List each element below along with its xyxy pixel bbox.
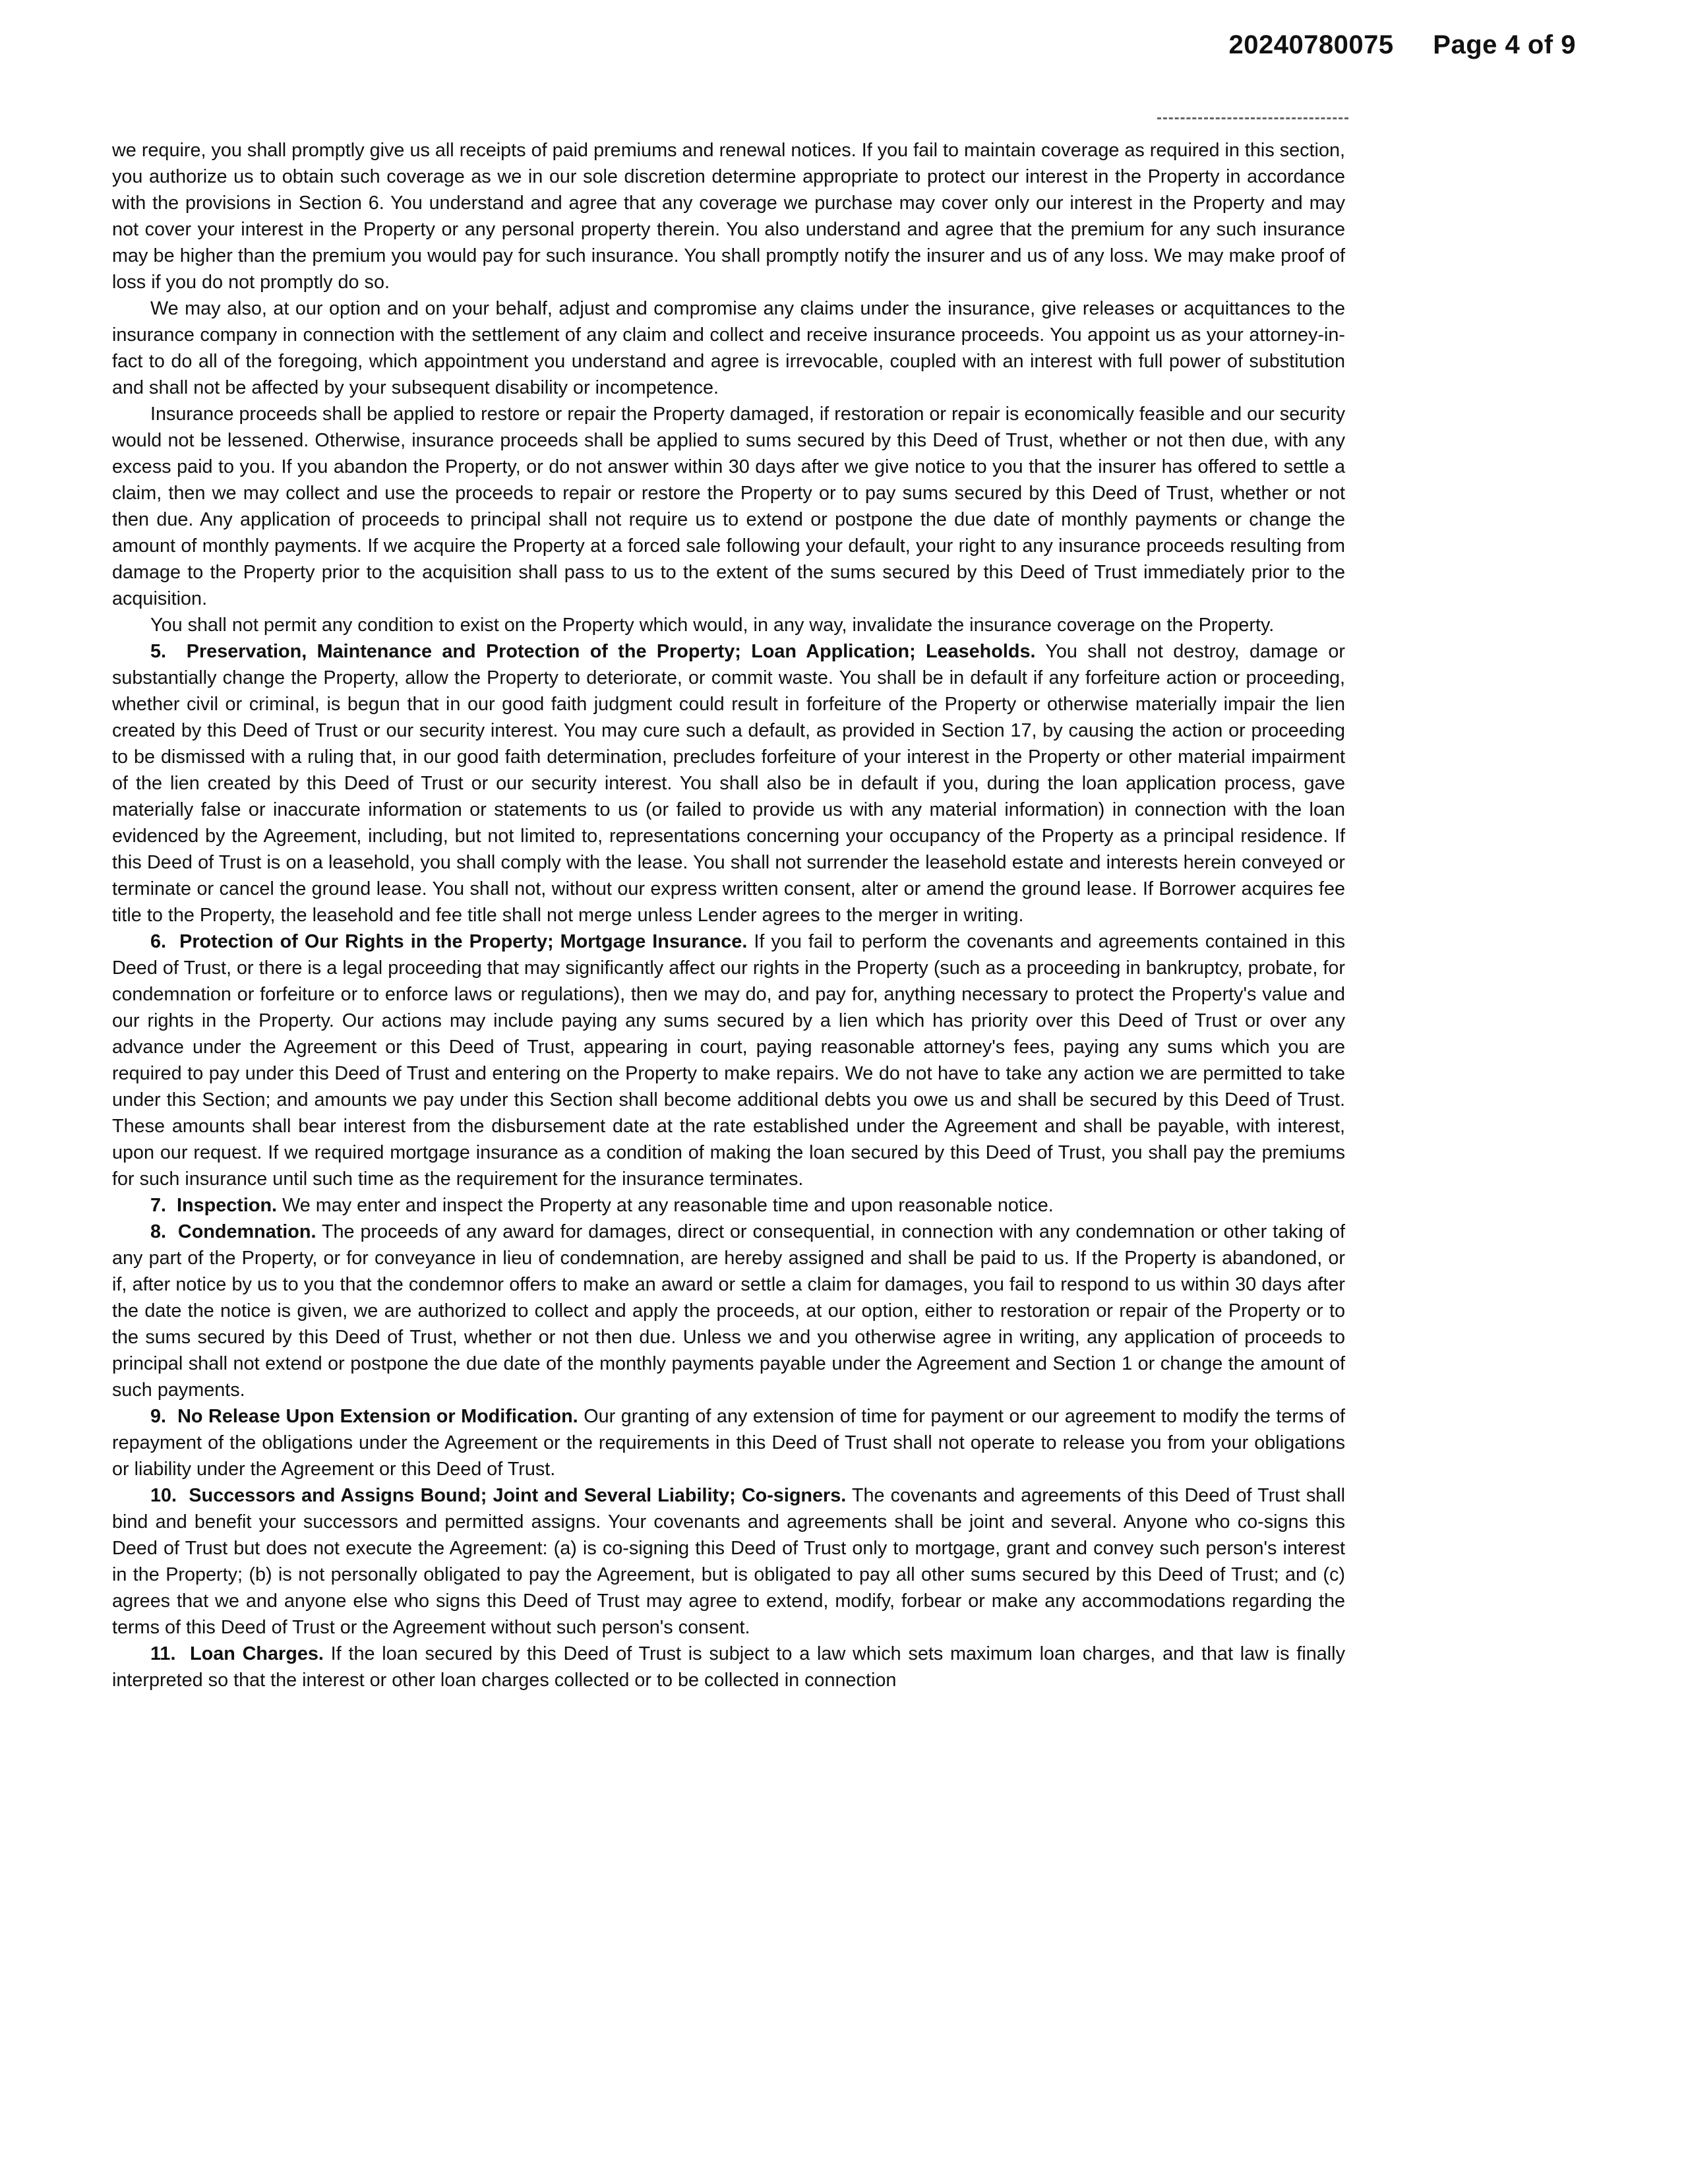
- section-title: Successors and Assigns Bound; Joint and Several Liability; Co-signers.: [189, 1485, 847, 1506]
- paragraph-insurance-proceeds: Insurance proceeds shall be applied to restore or repair the Property damaged, if restoration or repair is economically feasible and our security would not be lessened. Otherwise, insurance proceeds shall be applied to sums secured by this Deed of Trust, whether or not then due, with any excess paid to you. If you abandon the Property, or do not answer within 30 days after we give notice to you that the insurer has offered to settle a claim, then we may collect and use the proceeds to repair or restore the Property or to pay sums secured by this Deed of Trust, whether or not then due. Any application of proceeds to principal shall not require us to extend or postpone the due date of monthly payments or change the amount of monthly payments. If we acquire the Property at a forced sale following your default, your right to any insurance proceeds resulting from damage to the Property prior to the acquisition shall pass to us to the extent of the sums secured by this Deed of Trust immediately prior to the acquisition.: [112, 404, 1345, 609]
- section-number: 6.: [150, 931, 167, 952]
- scan-artifact-divider: [1157, 117, 1348, 119]
- document-body: [112, 137, 1345, 1693]
- section-number: 11.: [150, 1643, 176, 1664]
- section-title: Inspection.: [177, 1195, 278, 1216]
- section-text: If the loan secured by this Deed of Trust is subject to a law which sets maximum loan charges, and that law is finally interpreted so that the interest or other loan charges collected or to be collected in connection: [112, 1643, 1345, 1691]
- section-number: 10.: [150, 1485, 177, 1506]
- section-text: If you fail to perform the covenants and agreements contained in this Deed of Trust, or there is a legal proceeding that may significantly affect our rights in the Property (such as a proceeding in bankruptcy, probate, for condemnation or forfeiture or to enforce laws or regulations), then we may do, and pay for, anything necessary to protect the Property's value and our rights in the Property. Our actions may include paying any sums secured by a lien which has priority over this Deed of Trust or over any advance under the Agreement or this Deed of Trust, appearing in court, paying reasonable attorney's fees, paying any sums which you are required to pay under this Deed of Trust and entering on the Property to make repairs. We do not have to take any action we are permitted to take under this Section; and amounts we pay under this Section shall become additional debts you owe us and shall be secured by this Deed of Trust. These amounts shall bear interest from the disbursement date at the rate established under the Agreement and shall be payable, with interest, upon our request. If we required mortgage insurance as a condition of making the loan secured by this Deed of Trust, you shall pay the premiums for such insurance until such time as the requirement for the insurance terminates.: [112, 931, 1345, 1190]
- section-6: [112, 928, 1345, 1192]
- section-text: The covenants and agreements of this Deed of Trust shall bind and benefit your successors and permitted assigns. Your covenants and agreements shall be joint and several. Anyone who co-signs this Deed of Trust but does not execute the Agreement: (a) is co-signing this Deed of Trust only to mortgage, grant and convey such person's interest in the Property; (b) is not personally obligated to pay the Agreement, but is obligated to pay all other sums secured by this Deed of Trust; and (c) agrees that we and anyone else who signs this Deed of Trust may agree to extend, modify, forbear or make any accommodations regarding the terms of this Deed of Trust or the Agreement without such person's consent.: [112, 1485, 1346, 1638]
- section-9: [112, 1403, 1345, 1482]
- section-text: Our granting of any extension of time for payment or our agreement to modify the terms of repayment of the obligations under the Agreement or the requirements in this Deed of Trust shall not operate to release you from your obligations or liability under the Agreement or this Deed of Trust.: [112, 1406, 1345, 1480]
- paragraph-insurance-continued: we require, you shall promptly give us all receipts of paid premiums and renewal notices. If you fail to maintain coverage as required in this section, you authorize us to obtain such coverage as we in our sole discretion determine appropriate to protect our interest in the Property in accordance with the provisions in Section 6. You understand and agree that any coverage we purchase may cover only our interest in the Property and may not cover your interest in the Property or any personal property therein. You also understand and agree that the premium for any such insurance may be higher than the premium you would pay for such insurance. You shall promptly notify the insurer and us of any loss. We may make proof of loss if you do not promptly do so.: [112, 140, 1345, 293]
- document-number: 20240780075: [1228, 30, 1394, 59]
- section-10: [112, 1482, 1345, 1641]
- section-number: 7.: [150, 1195, 167, 1216]
- page-header: [1228, 30, 1576, 60]
- paragraph-insurance-validity: You shall not permit any condition to exist on the Property which would, in any way, invalidate the insurance coverage on the Property.: [150, 615, 1275, 636]
- section-text: We may enter and inspect the Property at any reasonable time and upon reasonable notice.: [282, 1195, 1054, 1216]
- section-7: [112, 1192, 1345, 1219]
- paragraph-claims-adjustment: We may also, at our option and on your behalf, adjust and compromise any claims under the insurance, give releases or acquittances to the insurance company in connection with the settlement of any claim and collect and receive insurance proceeds. You appoint us as your attorney-in-fact to do all of the foregoing, which appointment you understand and agree is irrevocable, coupled with an interest with full power of substitution and shall not be affected by your subsequent disability or incompetence.: [112, 298, 1345, 398]
- section-number: 5.: [150, 641, 167, 662]
- section-11: [112, 1641, 1345, 1693]
- page-number: Page 4 of 9: [1433, 30, 1576, 59]
- section-title: Condemnation.: [177, 1221, 316, 1242]
- section-5: [112, 638, 1345, 928]
- section-text: The proceeds of any award for damages, direct or consequential, in connection with any condemnation or other taking of any part of the Property, or for conveyance in lieu of condemnation, are hereby assigned and shall be paid to us. If the Property is abandoned, or if, after notice by us to you that the condemnor offers to make an award or settle a claim for damages, you fail to respond to us within 30 days after the date the notice is given, we are authorized to collect and apply the proceeds, at our option, either to restoration or repair of the Property or to the sums secured by this Deed of Trust, whether or not then due. Unless we and you otherwise agree in writing, any application of proceeds to principal shall not extend or postpone the due date of the monthly payments payable under the Agreement and Section 1 or change the amount of such payments.: [112, 1221, 1345, 1401]
- section-text: You shall not destroy, damage or substantially change the Property, allow the Property to deteriorate, or commit waste. You shall be in default if any forfeiture action or proceeding, whether civil or criminal, is begun that in our good faith judgment could result in forfeiture of the Property or otherwise materially impair the lien created by this Deed of Trust or our security interest. You may cure such a default, as provided in Section 17, by causing the action or proceeding to be dismissed with a ruling that, in our good faith determination, precludes forfeiture of your interest in the Property or other material impairment of the lien created by this Deed of Trust or our security interest. You shall also be in default if you, during the loan application process, gave materially false or inaccurate information or statements to us (or failed to provide us with any material information) in connection with the loan evidenced by the Agreement, including, but not limited to, representations concerning your occupancy of the Property as a principal residence. If this Deed of Trust is on a leasehold, you shall comply with the lease. You shall not surrender the leasehold estate and interests herein conveyed or terminate or cancel the ground lease. You shall not, without our express written consent, alter or amend the ground lease. If Borrower acquires fee title to the Property, the leasehold and fee title shall not merge unless Lender agrees to the merger in writing.: [112, 641, 1345, 926]
- section-title: No Release Upon Extension or Modification.: [177, 1406, 578, 1427]
- section-title: Protection of Our Rights in the Property; Mortgage Insurance.: [179, 931, 748, 952]
- section-title: Loan Charges.: [190, 1643, 324, 1664]
- section-number: 9.: [150, 1406, 167, 1427]
- section-8: [112, 1219, 1345, 1403]
- section-title: Preservation, Maintenance and Protection of the Property; Loan Application; Leaseholds.: [186, 641, 1036, 662]
- section-number: 8.: [150, 1221, 167, 1242]
